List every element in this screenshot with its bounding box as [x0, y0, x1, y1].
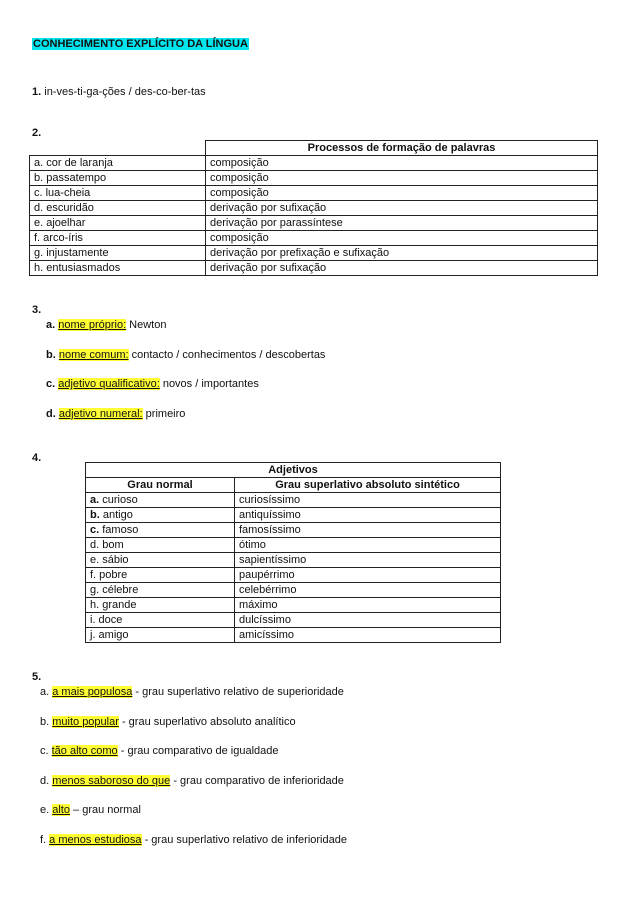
highlighted-phrase: tão alto como: [51, 745, 118, 757]
normal-cell: [86, 628, 235, 643]
word-cell: b. passatempo: [30, 171, 206, 186]
table-row: [86, 538, 501, 553]
item-description: - grau comparativo de inferioridade: [170, 774, 344, 787]
item-description: – grau normal: [69, 804, 141, 816]
process-cell: composição: [206, 171, 598, 186]
superlative-cell: celebérrimo: [235, 583, 501, 598]
superlative-cell: máximo: [235, 598, 501, 613]
highlighted-phrase: a mais populosa: [52, 686, 133, 698]
superlative-cell: paupérrimo: [235, 568, 501, 583]
item-answer: primeiro: [142, 407, 186, 420]
question-1-number: 1.: [32, 86, 42, 98]
item-answer: contacto / conhecimentos / descobertas: [128, 348, 326, 361]
page-title: CONHECIMENTO EXPLÍCITO DA LÍNGUA: [33, 38, 248, 50]
process-cell: composição: [206, 186, 598, 201]
item-letter: e.: [40, 804, 53, 816]
item-letter: a.: [40, 686, 53, 698]
process-cell: composição: [206, 231, 598, 246]
highlighted-phrase: alto: [52, 804, 70, 816]
adjective-normal: i. doce: [90, 614, 123, 626]
item-description: - grau superlativo relativo de inferioridade: [141, 833, 347, 846]
word-cell: a. cor de laranja: [30, 156, 206, 171]
item-letter: b.: [90, 509, 100, 521]
adjective-normal: h. grande: [90, 599, 137, 611]
superlative-cell: famosíssimo: [235, 523, 501, 538]
item-letter: c.: [90, 524, 100, 536]
superlative-cell: dulcíssimo: [235, 613, 501, 628]
item-letter: f.: [40, 833, 50, 846]
adjectives-table: [85, 462, 501, 643]
table-row: [86, 553, 501, 568]
word-cell: g. injustamente: [30, 246, 206, 261]
item-letter: c.: [46, 378, 56, 390]
item-answer: Newton: [126, 319, 167, 331]
word-cell: c. lua-cheia: [30, 186, 206, 201]
normal-cell: [86, 523, 235, 538]
table-row: [30, 186, 598, 201]
word-formation-table: [29, 140, 598, 276]
normal-cell: [86, 598, 235, 613]
item-answer: novos / importantes: [159, 378, 259, 390]
word-cell: e. ajoelhar: [30, 216, 206, 231]
process-cell: composição: [206, 156, 598, 171]
adjective-normal: f. pobre: [90, 569, 128, 581]
word-cell: d. escuridão: [30, 201, 206, 216]
question-5-number: 5.: [32, 671, 42, 683]
list-item: [46, 349, 325, 379]
table-row: [86, 523, 501, 538]
normal-cell: [86, 538, 235, 553]
adjective-normal: g. célebre: [90, 584, 139, 596]
column-header-normal: Grau normal: [86, 478, 235, 493]
table-row: [86, 583, 501, 598]
item-description: - grau superlativo absoluto analítico: [118, 715, 296, 728]
highlighted-phrase: menos saboroso do que: [52, 774, 171, 787]
item-letter: b.: [46, 348, 56, 361]
list-item: [40, 834, 347, 864]
superlative-cell: ótimo: [235, 538, 501, 553]
table-row: [30, 216, 598, 231]
highlighted-label: adjetivo qualificativo:: [58, 378, 160, 390]
table-row: [30, 171, 598, 186]
table-row: [30, 246, 598, 261]
table-row: [86, 613, 501, 628]
question-1: [32, 86, 206, 98]
process-cell: derivação por sufixação: [206, 201, 598, 216]
normal-cell: [86, 583, 235, 598]
item-description: - grau comparativo de igualdade: [117, 745, 279, 757]
adjective-normal: j. amigo: [90, 629, 129, 641]
column-header-superlative: Grau superlativo absoluto sintético: [235, 478, 501, 493]
item-letter: a.: [46, 319, 56, 331]
question-1-answer: in-ves-ti-ga-ções / des-co-ber-tas: [41, 86, 206, 98]
list-item: [46, 408, 325, 438]
list-item: [40, 775, 347, 805]
superlative-cell: curiosíssimo: [235, 493, 501, 508]
normal-cell: [86, 568, 235, 583]
table-header: Processos de formação de palavras: [206, 141, 598, 156]
item-letter: d.: [46, 407, 56, 420]
list-item: [40, 804, 347, 834]
adjective-normal: curioso: [99, 494, 138, 506]
process-cell: derivação por sufixação: [206, 261, 598, 276]
adjective-normal: antigo: [99, 509, 133, 521]
item-letter: b.: [40, 715, 53, 728]
question-4-number: 4.: [32, 452, 42, 464]
table-header: Adjetivos: [86, 463, 501, 478]
superlative-cell: antiquíssimo: [235, 508, 501, 523]
table-row: [86, 628, 501, 643]
question-2-number: 2.: [32, 127, 42, 139]
highlighted-label: nome próprio:: [58, 319, 127, 331]
highlighted-phrase: a menos estudiosa: [49, 833, 142, 846]
highlighted-label: adjetivo numeral:: [58, 407, 143, 420]
list-item: [46, 319, 325, 349]
list-item: [46, 378, 325, 408]
question-3-list: [46, 319, 325, 437]
table-row: [86, 508, 501, 523]
table-row: [30, 156, 598, 171]
item-letter: d.: [40, 774, 53, 787]
item-description: - grau superlativo relativo de superioridade: [132, 686, 344, 698]
table-row: [30, 201, 598, 216]
table-row: [86, 568, 501, 583]
word-cell: f. arco-íris: [30, 231, 206, 246]
superlative-cell: sapientíssimo: [235, 553, 501, 568]
process-cell: derivação por prefixação e sufixação: [206, 246, 598, 261]
table-blank-cell: [30, 141, 206, 156]
list-item: [40, 745, 347, 775]
question-3-number: 3.: [32, 304, 42, 316]
question-5-list: [40, 686, 347, 863]
item-letter: a.: [90, 494, 100, 506]
normal-cell: [86, 553, 235, 568]
process-cell: derivação por parassíntese: [206, 216, 598, 231]
list-item: [40, 686, 347, 716]
adjective-normal: e. sábio: [90, 554, 129, 566]
normal-cell: [86, 613, 235, 628]
word-cell: h. entusiasmados: [30, 261, 206, 276]
table-row: [86, 598, 501, 613]
adjective-normal: famoso: [99, 524, 139, 536]
table-row: [30, 261, 598, 276]
table-row: [86, 493, 501, 508]
superlative-cell: amicíssimo: [235, 628, 501, 643]
table-row: [30, 231, 598, 246]
highlighted-phrase: muito popular: [52, 715, 119, 728]
list-item: [40, 716, 347, 746]
highlighted-label: nome comum:: [58, 348, 129, 361]
normal-cell: [86, 493, 235, 508]
normal-cell: [86, 508, 235, 523]
adjective-normal: d. bom: [90, 539, 124, 551]
item-letter: c.: [40, 745, 52, 757]
